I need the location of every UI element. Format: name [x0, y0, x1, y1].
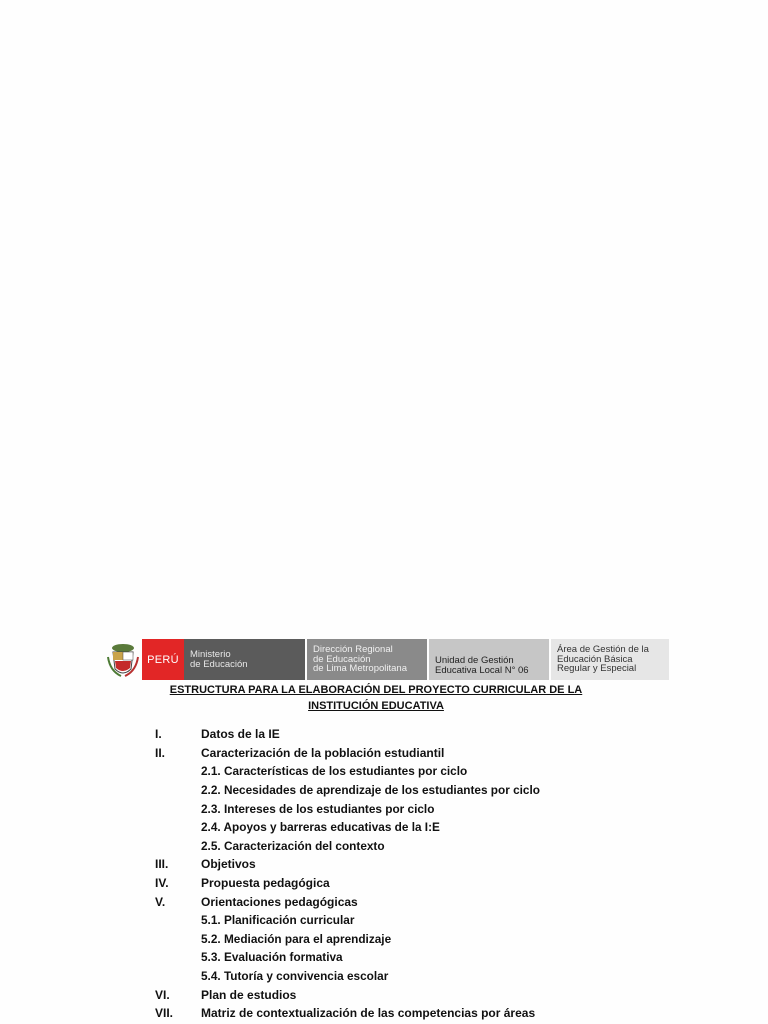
toc-number: V. [155, 894, 166, 909]
ministry-line-2: de Educación [190, 658, 248, 670]
ugel-line-1: Unidad de Gestión [435, 655, 514, 666]
toc-label: Caracterización de la población estudiantil [201, 745, 445, 760]
toc-number: VI. [155, 987, 170, 1002]
toc-label: Matriz de contextualización de las competencias por áreas [201, 1006, 536, 1021]
toc-item [155, 725, 715, 744]
dre-line-2: de Educación [313, 653, 371, 665]
toc-item [155, 744, 715, 763]
table-of-contents [155, 725, 715, 1023]
toc-label: Objetivos [201, 857, 256, 872]
toc-item [155, 855, 715, 874]
national-seal-icon [104, 639, 142, 680]
toc-subitem: 5.2. Mediación para el aprendizaje [201, 931, 392, 946]
toc-label: Propuesta pedagógica [201, 876, 330, 891]
toc-subitem: 5.1. Planificación curricular [201, 913, 355, 928]
country-label: PERÚ [142, 639, 184, 680]
dre-line-1: Dirección Regional [313, 644, 393, 656]
toc-item [155, 874, 715, 893]
toc-number: VII. [155, 1006, 174, 1021]
area-line-2: Educación Básica [557, 653, 633, 665]
ugel-line-2: Educativa Local N° 06 [435, 664, 529, 676]
toc-item [155, 985, 715, 1004]
area-line-3: Regular y Especial [557, 663, 637, 675]
toc-label: Datos de la IE [201, 727, 280, 742]
area-block [551, 639, 669, 680]
toc-number: II. [155, 745, 166, 760]
dre-block [307, 639, 427, 680]
toc-subitem: 2.4. Apoyos y barreras educativas de la I:E [201, 820, 440, 835]
toc-number: IV. [155, 876, 169, 891]
toc-number: III. [155, 857, 169, 872]
toc-number: I. [155, 727, 162, 742]
document-title: ESTRUCTURA PARA LA ELABORACIÓN DEL PROYECTO CURRICULAR DE LA INSTITUCIÓN EDUCATIVA [169, 684, 583, 712]
ministry-block [184, 639, 305, 680]
toc-subitem: 5.4. Tutoría y convivencia escolar [201, 969, 389, 984]
dre-line-3: de Lima Metropolitana [313, 663, 407, 675]
toc-subitem: 2.2. Necesidades de aprendizaje de los estudiantes por ciclo [201, 783, 540, 798]
ugel-block [429, 639, 549, 680]
toc-subitem: 2.3. Intereses de los estudiantes por ciclo [201, 801, 435, 816]
toc-subitem: 5.3. Evaluación formativa [201, 950, 343, 965]
institutional-header [104, 639, 676, 680]
toc-item [155, 892, 715, 911]
area-line-1: Área de Gestión de la [557, 644, 649, 656]
toc-item [155, 1004, 715, 1023]
toc-label: Orientaciones pedagógicas [201, 894, 358, 909]
toc-label: Plan de estudios [201, 987, 297, 1002]
ministry-line-1: Ministerio [190, 649, 231, 660]
toc-subitem: 2.1. Características de los estudiantes por ciclo [201, 764, 468, 779]
toc-subitem: 2.5. Caracterización del contexto [201, 838, 385, 853]
